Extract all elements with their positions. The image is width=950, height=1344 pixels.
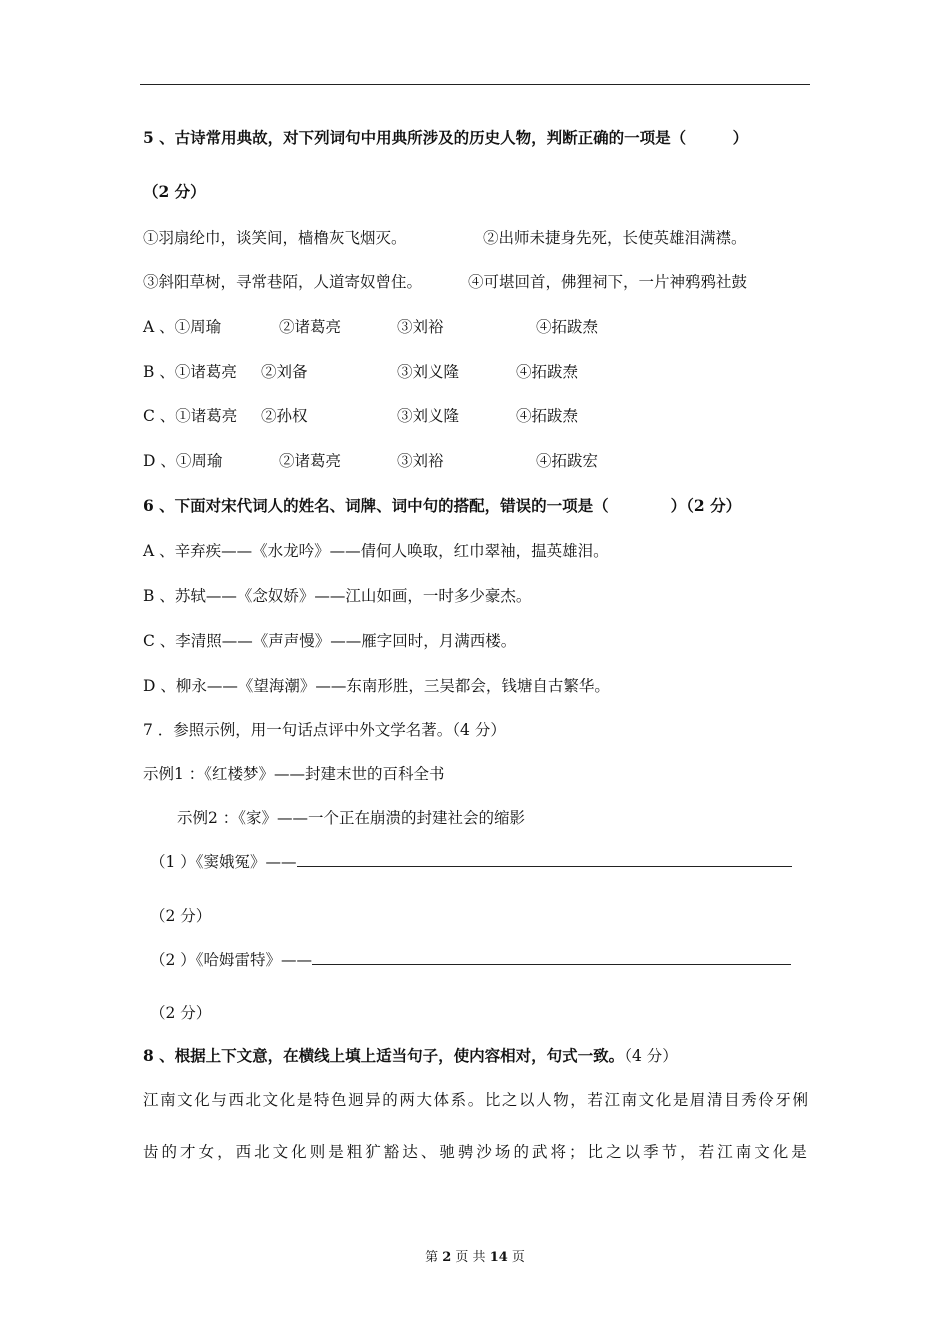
footer-page-number: 2 [442,1250,452,1265]
q5-option-cell: ②诸葛亮 [279,452,342,470]
q5-option-cell: ④拓跋焘 [516,407,579,425]
q5-poem-1: ①羽扇纶巾，谈笑间，樯橹灰飞烟灭。 [143,229,407,247]
q5-option-b [143,362,579,382]
q7-item-2-score: （2 分） [150,1004,212,1022]
q6-option-b: B 、苏轼——《念奴娇》——江山如画，一时多少豪杰。 [143,587,532,605]
q5-option-label: C 、①诸葛亮 [143,407,238,425]
q7-example-2: 示例2 ：《家》——一个正在崩溃的封建社会的缩影 [177,809,526,827]
q5-option-cell: ④拓跋宏 [536,452,599,470]
q7-stem: 7 ．参照示例，用一句话点评中外文学名著。（4 分） [143,721,506,739]
q5-score: （2 分） [143,182,206,201]
q7-item-1-answer-blank[interactable] [297,852,792,867]
q7-example-1: 示例1 ：《红楼梦》——封建末世的百科全书 [143,765,445,783]
q7-item-1-score: （2 分） [150,907,212,925]
q5-option-c [143,406,579,426]
q5-poem-line-1 [143,228,747,248]
q8-stem: 8 、根据上下文意，在横线上填上适当句子，使内容相对，句式一致。 [143,1046,625,1065]
page-footer [0,1246,950,1265]
q5-option-label: D 、①周瑜 [143,452,223,470]
q5-option-cell: ④拓跋焘 [516,363,579,381]
q5-option-label: B 、①诸葛亮 [143,363,237,381]
q7-item-2-answer-blank[interactable] [312,950,791,965]
q6-option-a: A 、辛弃疾——《水龙吟》——倩何人唤取，红巾翠袖，揾英雄泪。 [143,542,609,560]
q5-option-cell: ②诸葛亮 [279,318,342,336]
footer-prefix: 第 [425,1250,439,1265]
q8-paragraph-line-2: 齿的才女，西北文化则是粗犷豁达、驰骋沙场的武将；比之以季节，若江南文化是 [143,1143,808,1161]
footer-suffix: 页 [511,1250,525,1265]
header-rule [140,84,810,85]
footer-total-pages: 14 [489,1250,508,1265]
q5-option-cell: ②孙权 [261,407,308,425]
q6-option-c: C 、李清照——《声声慢》——雁字回时，月满西楼。 [143,632,517,650]
q5-poem-line-2 [143,272,748,292]
q5-stem: 5 、古诗常用典故，对下列词句中用典所涉及的历史人物，判断正确的一项是（ ） [143,128,749,147]
q6-stem: 6 、下面对宋代词人的姓名、词牌、词中句的搭配，错误的一项是（ ）（2 分） [143,496,742,515]
footer-middle: 页 共 [455,1250,486,1265]
q5-option-d [143,451,599,471]
q5-option-label: A 、①周瑜 [143,318,222,336]
q7-item-2-label: （2 ）《哈姆雷特》—— [150,951,313,969]
q5-option-a [143,317,599,337]
q5-poem-3: ③斜阳草树，寻常巷陌，人道寄奴曾住。 [143,273,423,291]
q5-option-cell: ②刘备 [261,363,308,381]
q7-item-1-label: （1 ）《窦娥冤》—— [150,853,297,871]
q5-option-cell: ③刘义隆 [397,407,460,425]
q7-item-1 [150,852,792,872]
q8-stem-line [143,1046,678,1066]
q8-score: （4 分） [624,1047,678,1065]
q5-poem-2: ②出师未捷身先死，长使英雄泪满襟。 [483,229,747,247]
q7-item-2 [150,950,791,970]
q5-poem-4: ④可堪回首，佛狸祠下，一片神鸦鸦社鼓 [468,273,748,291]
q5-option-cell: ④拓跋焘 [536,318,599,336]
q5-option-cell: ③刘裕 [397,318,444,336]
q8-paragraph-line-1: 江南文化与西北文化是特色迥异的两大体系。比之以人物，若江南文化是眉清目秀伶牙俐 [143,1091,808,1109]
q5-option-cell: ③刘裕 [397,452,444,470]
q5-option-cell: ③刘义隆 [397,363,460,381]
q6-option-d: D 、柳永——《望海潮》——东南形胜，三吴都会，钱塘自古繁华。 [143,677,610,695]
